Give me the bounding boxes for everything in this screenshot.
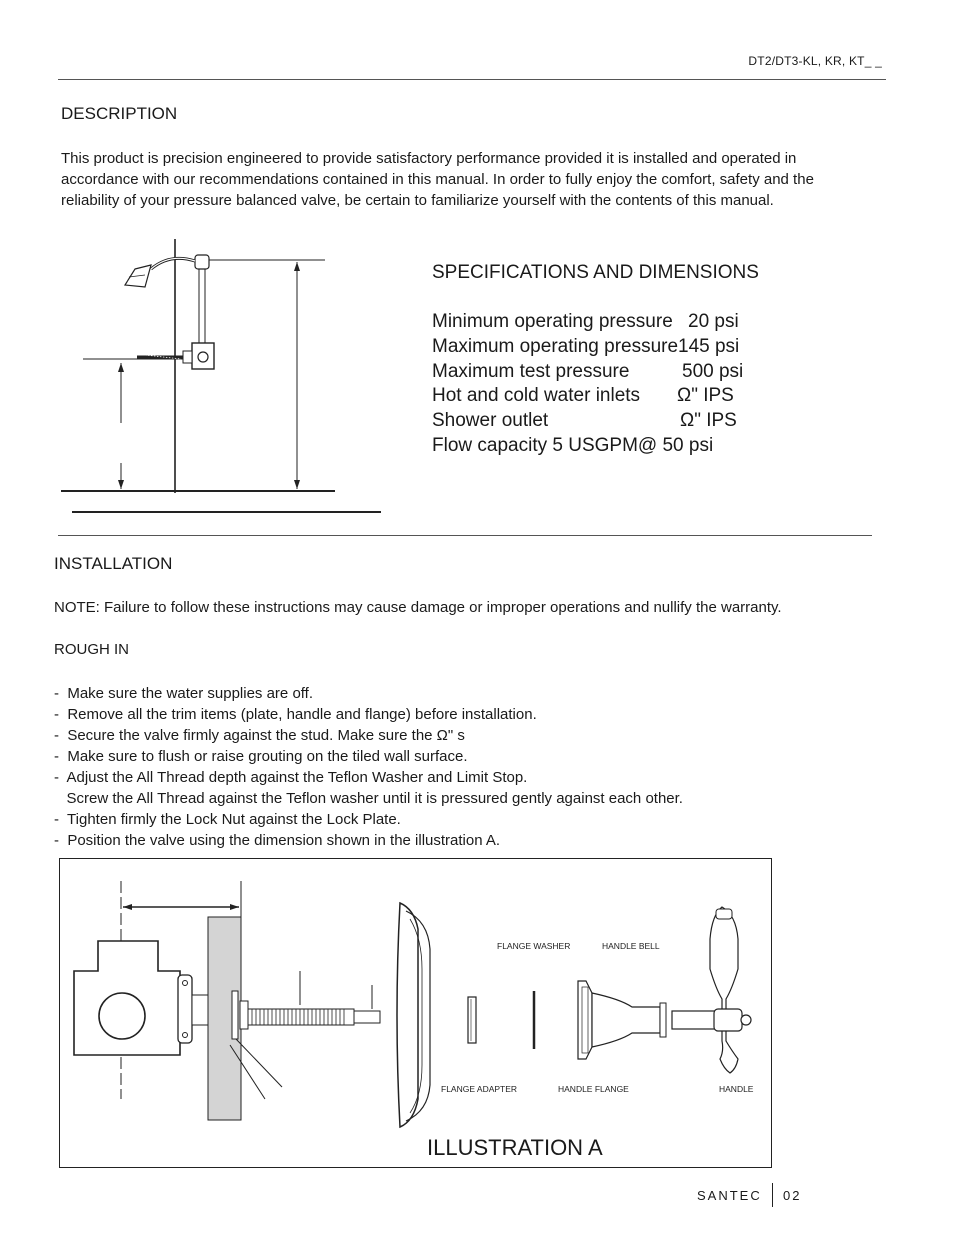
illustration-box: [59, 858, 772, 1168]
page-number: 02: [783, 1188, 802, 1203]
model-number: DT2/DT3-KL, KR, KT_ _: [748, 54, 882, 68]
label-handle-flange: HANDLE FLANGE: [558, 1084, 629, 1094]
spec-value-max-pressure: 145 psi: [678, 336, 740, 357]
spec-label-outlet: Shower outlet: [432, 410, 549, 431]
flange-adapter: [468, 997, 476, 1043]
spec-label-min-pressure: Minimum operating pressure: [432, 311, 673, 332]
step-item: - Adjust the All Thread depth against the Teflon Washer and Limit Stop.: [54, 769, 528, 786]
step-item: - Remove all the trim items (plate, handle and flange) before installation.: [54, 706, 537, 723]
handle-flange: [578, 981, 592, 1059]
section-rule: [58, 535, 872, 536]
diagram-base-rule: [72, 511, 381, 513]
label-flange-washer: FLANGE WASHER: [497, 941, 571, 951]
shower-diagram: [55, 235, 390, 520]
illustration-title: ILLUSTRATION A: [427, 1135, 603, 1160]
rough-in-heading: ROUGH IN: [54, 641, 129, 658]
spec-value-min-pressure: 20 psi: [688, 311, 739, 332]
trim-plate: [397, 903, 418, 1127]
installation-heading: INSTALLATION: [54, 554, 173, 573]
spec-value-test-pressure: 500 psi: [682, 361, 744, 382]
label-handle: HANDLE: [719, 1084, 754, 1094]
spec-label-flow: Flow capacity 5 USGPM@ 50 psi: [432, 435, 714, 456]
header-rule: [58, 79, 886, 80]
step-item: - Make sure the water supplies are off.: [54, 685, 314, 702]
handle-lever: [710, 907, 738, 1073]
step-item: - Tighten firmly the Lock Nut against the Lock Plate.: [54, 811, 401, 828]
handle-bell: [592, 993, 660, 1047]
specs-heading: SPECIFICATIONS AND DIMENSIONS: [432, 262, 759, 283]
spec-label-max-pressure: Maximum operating pressure: [432, 336, 679, 357]
description-text: This product is precision engineered to provide satisfactory performance provided it is installed and operated in accordance with our recommendations contained in this manual. In order to fully enjoy the comfort, safety and the reliability of your pressure balanced valve, be certain to familiarize yourself with the contents of this manual.: [61, 150, 814, 209]
installation-note: NOTE: Failure to follow these instructions may cause damage or improper operations and nullify the warranty.: [54, 599, 782, 616]
footer-divider: [772, 1183, 773, 1207]
spec-value-inlets: Ω" IPS: [677, 385, 734, 406]
step-item: - Secure the valve firmly against the stud. Make sure the Ω" s: [54, 727, 465, 744]
spec-label-test-pressure: Maximum test pressure: [432, 361, 630, 382]
footer-brand: SANTEC: [697, 1188, 762, 1203]
step-item: - Position the valve using the dimension shown in the illustration A.: [54, 832, 501, 849]
label-handle-bell: HANDLE BELL: [602, 941, 660, 951]
spec-label-inlets: Hot and cold water inlets: [432, 385, 641, 406]
step-item: Screw the All Thread against the Teflon washer until it is pressured gently against each other.: [54, 790, 683, 807]
spec-value-outlet: Ω" IPS: [680, 410, 737, 431]
description-heading: DESCRIPTION: [61, 104, 178, 123]
step-item: - Make sure to flush or raise grouting on the tiled wall surface.: [54, 748, 468, 765]
rough-in-steps: [54, 683, 683, 851]
exploded-valve-diagram: [60, 859, 771, 1167]
label-flange-adapter: FLANGE ADAPTER: [441, 1084, 518, 1094]
